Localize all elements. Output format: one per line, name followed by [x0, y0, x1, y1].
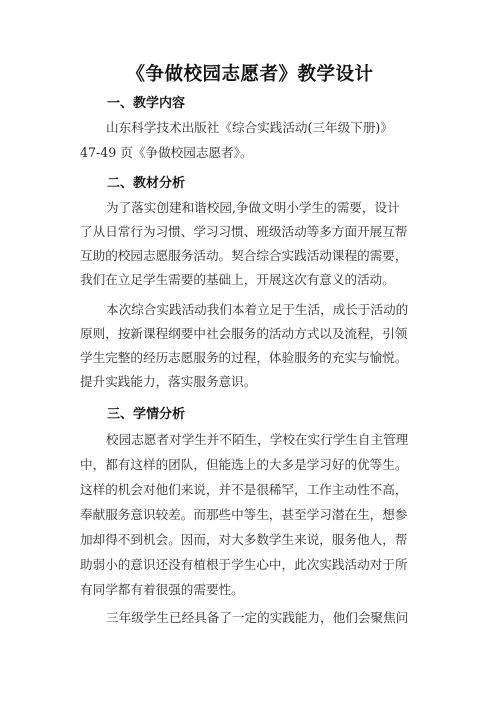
section-heading-material: 二、教材分析: [107, 176, 186, 191]
paragraph-line: 原则，按新课程纲要中社会服务的活动方式以及流程，引领: [80, 326, 408, 341]
paragraph-line: 三年级学生已经具备了一定的实践能力，他们会聚焦问: [106, 610, 409, 625]
paragraph-line: 提升实践能力，落实服务意识。: [80, 374, 257, 389]
paragraph-line: 我们在立足学生需要的基础上，开展这次有意义的活动。: [80, 272, 395, 287]
paragraph-line: 为了落实创建和谐校园,争做文明小学生的需要，设计: [106, 200, 400, 215]
paragraph-line: 校园志愿者对学生并不陌生，学校在实行学生自主管理: [106, 432, 409, 447]
paragraph-line: 中，都有这样的团队，但能选上的大多是学习好的优等生。: [80, 457, 408, 472]
paragraph-line: 这样的机会对他们来说，并不是很稀罕，工作主动性不高，: [80, 482, 408, 497]
paragraph-line: 本次综合实践活动我们本着立足于生活，成长于活动的: [106, 302, 409, 317]
section-heading-content: 一、教学内容: [107, 96, 186, 111]
document-title: 《争做校园志愿者》教学设计: [126, 64, 374, 85]
paragraph-line: 有同学都有着很强的需要性。: [80, 582, 244, 597]
paragraph-line: 山东科学技术出版社《综合实践活动(三年级下册)》: [106, 120, 393, 135]
paragraph-line: 奉献服务意识较差。而那些中等生，甚至学习潜在生，想参: [80, 507, 408, 522]
section-heading-students: 三、学情分析: [107, 407, 186, 422]
paragraph-line: 学生完整的经历志愿服务的过程，体验服务的充实与愉悦。: [80, 350, 408, 365]
paragraph-line: 互助的校园志愿服务活动。契合综合实践活动课程的需要，: [80, 248, 408, 263]
paragraph-line: 加却得不到机会。因而，对大多数学生来说，服务他人，帮: [80, 532, 408, 547]
paragraph-line: 助弱小的意识还没有植根于学生心中，此次实践活动对于所: [80, 557, 408, 572]
paragraph-line: 了从日常行为习惯、学习习惯、班级活动等多方面开展互帮: [80, 224, 408, 239]
paragraph-line: 47-49 页《争做校园志愿者》。: [80, 145, 253, 160]
